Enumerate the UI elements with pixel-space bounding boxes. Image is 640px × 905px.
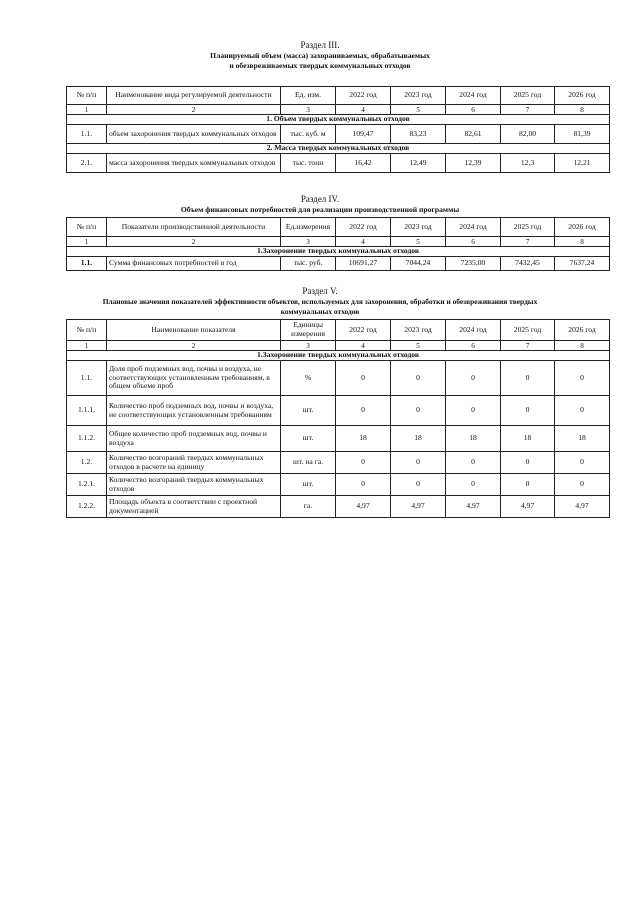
- table-row: [67, 426, 610, 452]
- section4-label: Раздел IV.: [300, 194, 340, 204]
- group-row: [67, 351, 610, 361]
- index-cell: 8: [555, 105, 610, 115]
- index-cell: 3: [281, 341, 336, 351]
- value-cell: 0: [501, 452, 555, 474]
- header-cell: 2026 год: [555, 218, 610, 237]
- value-cell: 7044,24: [391, 257, 446, 271]
- header-cell: № п/п: [67, 87, 107, 105]
- index-cell: 5: [391, 237, 446, 247]
- header-cell: 2026 год: [555, 87, 610, 105]
- header-cell: 2025 год: [501, 87, 555, 105]
- value-cell: 0: [446, 452, 501, 474]
- value-cell: 0: [555, 474, 610, 496]
- value-cell: 4,97: [555, 496, 610, 518]
- row-name: масса захоронения твердых коммунальных отходов: [107, 154, 281, 173]
- section3-table: [66, 86, 610, 173]
- value-cell: 4,97: [446, 496, 501, 518]
- value-cell: 7235,00: [446, 257, 501, 271]
- table-header-row: [67, 87, 610, 105]
- group-row: [67, 247, 610, 257]
- index-cell: 6: [446, 341, 501, 351]
- group-title: 1.Захоронение твердых коммунальных отходов: [67, 247, 610, 257]
- value-cell: 12,39: [446, 154, 501, 173]
- value-cell: 0: [336, 361, 391, 396]
- value-cell: 0: [446, 474, 501, 496]
- value-cell: 4,97: [336, 496, 391, 518]
- value-cell: 0: [391, 396, 446, 426]
- table-row: [67, 452, 610, 474]
- table-row: [67, 474, 610, 496]
- index-cell: 4: [336, 341, 391, 351]
- row-name: Сумма финансовых потребностей в год: [107, 257, 281, 271]
- value-cell: 0: [336, 452, 391, 474]
- header-cell: 2022 год: [336, 320, 391, 341]
- value-cell: 18: [391, 426, 446, 452]
- table-row: [67, 125, 610, 144]
- table-row: [67, 361, 610, 396]
- index-cell: 5: [391, 341, 446, 351]
- index-row: [67, 237, 610, 247]
- row-number: 1.1.: [67, 361, 107, 396]
- row-name: объем захоронения твердых коммунальных отходов: [107, 125, 281, 144]
- row-number: 1.2.1.: [67, 474, 107, 496]
- row-number: 1.1.2.: [67, 426, 107, 452]
- row-number: 1.2.2.: [67, 496, 107, 518]
- table-row: [67, 496, 610, 518]
- index-cell: 4: [336, 105, 391, 115]
- index-cell: 1: [67, 237, 107, 247]
- index-cell: 8: [555, 237, 610, 247]
- group-row: [67, 144, 610, 154]
- index-cell: 4: [336, 237, 391, 247]
- index-cell: 2: [107, 341, 281, 351]
- header-cell: 2023 год: [391, 87, 446, 105]
- index-cell: 1: [67, 341, 107, 351]
- header-cell: 2026 год: [555, 320, 610, 341]
- header-cell: 2022 год: [336, 87, 391, 105]
- row-unit: тыс. куб. м: [281, 125, 336, 144]
- index-cell: 2: [107, 237, 281, 247]
- header-cell: Показатели производственной деятельности: [107, 218, 281, 237]
- row-unit: тыс. тонн: [281, 154, 336, 173]
- index-cell: 3: [281, 237, 336, 247]
- value-cell: 18: [501, 426, 555, 452]
- value-cell: 0: [555, 396, 610, 426]
- index-cell: 2: [107, 105, 281, 115]
- value-cell: 0: [446, 396, 501, 426]
- table-row: [67, 396, 610, 426]
- value-cell: 18: [446, 426, 501, 452]
- row-number: 1.1.1.: [67, 396, 107, 426]
- header-cell: 2023 год: [391, 320, 446, 341]
- header-cell: Ед.измерения: [281, 218, 336, 237]
- row-number: 1.2.: [67, 452, 107, 474]
- table-row: [67, 154, 610, 173]
- header-cell: Ед. изм.: [281, 87, 336, 105]
- value-cell: 7637,24: [555, 257, 610, 271]
- row-number: 2.1.: [67, 154, 107, 173]
- header-cell: 2022 год: [336, 218, 391, 237]
- header-cell: 2025 год: [501, 218, 555, 237]
- value-cell: 18: [555, 426, 610, 452]
- header-cell: 2024 год: [446, 218, 501, 237]
- index-cell: 7: [501, 341, 555, 351]
- section4-heading: [0, 194, 640, 215]
- index-cell: 8: [555, 341, 610, 351]
- group-title: 1. Объем твердых коммунальных отходов: [67, 115, 610, 125]
- header-cell: 2024 год: [446, 320, 501, 341]
- header-cell: Наименование вида регулируемой деятельности: [107, 87, 281, 105]
- value-cell: 0: [446, 361, 501, 396]
- index-row: [67, 105, 610, 115]
- table-header-row: [67, 218, 610, 237]
- value-cell: 0: [501, 361, 555, 396]
- value-cell: 0: [555, 361, 610, 396]
- value-cell: 82,00: [501, 125, 555, 144]
- index-row: [67, 341, 610, 351]
- index-cell: 6: [446, 105, 501, 115]
- section4-table: [66, 217, 610, 271]
- value-cell: 83,23: [391, 125, 446, 144]
- value-cell: 0: [501, 396, 555, 426]
- header-cell: № п/п: [67, 320, 107, 341]
- index-cell: 3: [281, 105, 336, 115]
- row-unit: %: [281, 361, 336, 396]
- value-cell: 12,49: [391, 154, 446, 173]
- index-cell: 7: [501, 237, 555, 247]
- header-cell: № п/п: [67, 218, 107, 237]
- header-cell: 2024 год: [446, 87, 501, 105]
- table-header-row: [67, 320, 610, 341]
- value-cell: 12,21: [555, 154, 610, 173]
- row-unit: га.: [281, 496, 336, 518]
- index-cell: 1: [67, 105, 107, 115]
- section5-title-line2: коммунальных отходов: [280, 306, 360, 316]
- index-cell: 6: [446, 237, 501, 247]
- section3-label: Раздел III.: [300, 40, 340, 50]
- value-cell: 0: [501, 474, 555, 496]
- table-row: [67, 257, 610, 271]
- section5-table: [66, 319, 610, 518]
- row-name: Количество возгораний твердых коммунальных отходов в расчете на единицу: [107, 452, 281, 474]
- row-number: 1.1.: [67, 125, 107, 144]
- value-cell: 0: [336, 396, 391, 426]
- row-unit: шт.: [281, 474, 336, 496]
- section3-title-line2: и обезвреживаемых твердых коммунальных отходов: [229, 60, 411, 70]
- section5-heading: [0, 286, 640, 316]
- value-cell: 0: [555, 452, 610, 474]
- section4-title: Объем финансовых потребностей для реализации производственной программы: [180, 205, 460, 214]
- value-cell: 7432,45: [501, 257, 555, 271]
- section3-heading: [0, 40, 640, 70]
- value-cell: 12,3: [501, 154, 555, 173]
- header-cell: Единицы измерения: [281, 320, 336, 341]
- value-cell: 0: [391, 474, 446, 496]
- group-title: 2. Масса твердых коммунальных отходов: [67, 144, 610, 154]
- header-cell: 2023 год: [391, 218, 446, 237]
- row-unit: тыс. руб.: [281, 257, 336, 271]
- row-unit: шт. на га.: [281, 452, 336, 474]
- header-cell: 2025 год: [501, 320, 555, 341]
- value-cell: 0: [336, 474, 391, 496]
- index-cell: 7: [501, 105, 555, 115]
- row-unit: шт.: [281, 396, 336, 426]
- row-name: Количество возгораний твердых коммунальных отходов: [107, 474, 281, 496]
- row-name: Площадь объекта в соответствии с проектной документацией: [107, 496, 281, 518]
- value-cell: 18: [336, 426, 391, 452]
- value-cell: 109,47: [336, 125, 391, 144]
- section5-title-line1: Плановые значения показателей эффективности объектов, используемых для захоронения, обработки и обезвреживания твердых: [102, 297, 538, 306]
- group-title: 1.Захоронение твердых коммунальных отходов: [67, 351, 610, 361]
- row-name: Количество проб подземных вод, почвы и воздуха, не соответствующих установленным требованиям: [107, 396, 281, 426]
- row-name: Доля проб подземных вод, почвы и воздуха, не соответствующих установленным требованиям, в общем объеме проб: [107, 361, 281, 396]
- value-cell: 81,39: [555, 125, 610, 144]
- value-cell: 82,61: [446, 125, 501, 144]
- value-cell: 4,97: [391, 496, 446, 518]
- value-cell: 10691,27: [336, 257, 391, 271]
- header-cell: Наименование показателя: [107, 320, 281, 341]
- group-row: [67, 115, 610, 125]
- row-name: Общее количество проб подземных вод, почвы и воздуха: [107, 426, 281, 452]
- index-cell: 5: [391, 105, 446, 115]
- value-cell: 16,42: [336, 154, 391, 173]
- section5-label: Раздел V.: [302, 286, 338, 296]
- value-cell: 4,97: [501, 496, 555, 518]
- value-cell: 0: [391, 452, 446, 474]
- value-cell: 0: [391, 361, 446, 396]
- row-number: 1.1.: [67, 257, 107, 271]
- row-unit: шт.: [281, 426, 336, 452]
- section3-title-line1: Планируемый объем (масса) захораниваемых, обрабатываемых: [210, 51, 430, 60]
